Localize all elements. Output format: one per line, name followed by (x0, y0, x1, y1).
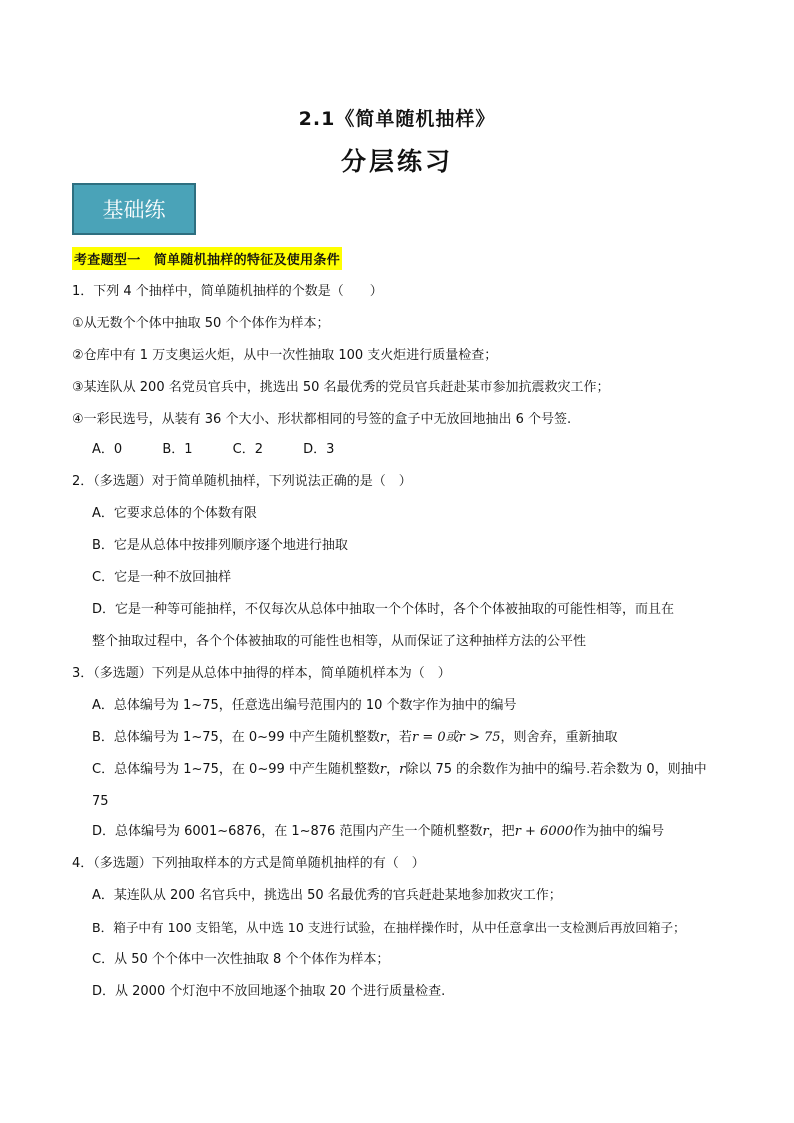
question-2-option-c: C．它是一种不放回抽样 (92, 570, 232, 585)
question-3-stem: 3．（多选题）下列是从总体中抽得的样本，简单随机样本为（ ） (72, 666, 451, 681)
section-heading: 考查题型一 简单随机抽样的特征及使用条件 (72, 247, 342, 270)
document-title: 2.1《简单随机抽样》 (298, 108, 496, 130)
option-c: C．2 (232, 442, 264, 457)
question-2-option-a: A．它要求总体的个体数有限 (92, 506, 257, 521)
question-3-option-c-continued: 75 (92, 794, 109, 809)
question-4-option-d: D．从 2000 个灯泡中不放回地逐个抽取 20 个进行质量检查. (92, 984, 446, 999)
question-4-option-c: C．从 50 个个体中一次性抽取 8 个个体作为样本； (92, 952, 390, 967)
question-1-item: ②仓库中有 1 万支奥运火炬，从中一次性抽取 100 支火炬进行质量检查； (72, 348, 498, 363)
option-a: A．0 (92, 442, 123, 457)
option-b: B．1 (162, 442, 193, 457)
level-badge: 基础练 (72, 183, 196, 235)
question-1-item: ①从无数个个体中抽取 50 个个体作为样本； (72, 316, 330, 331)
question-4-option-b: B．箱子中有 100 支铅笔，从中选 10 支进行试验，在抽样操作时，从中任意拿出一支检测后再放回箱子； (92, 920, 686, 935)
question-2-option-b: B．它是从总体中按排列顺序逐个地进行抽取 (92, 538, 348, 553)
question-4-stem: 4．（多选题）下列抽取样本的方式是简单随机抽样的有（ ） (72, 856, 425, 871)
question-4-option-a: A．某连队从 200 名官兵中，挑选出 50 名最优秀的官兵赶赴某地参加救灾工作； (92, 888, 562, 903)
question-2-stem: 2．（多选题）对于简单随机抽样，下列说法正确的是（ ） (72, 474, 412, 489)
question-1-stem: 1．下列 4 个抽样中，简单随机抽样的个数是（ ） (72, 284, 383, 299)
question-2-option-d: D．它是一种等可能抽样，不仅每次从总体中抽取一个个体时，各个个体被抽取的可能性相等，而且在 (92, 602, 675, 617)
question-3-option-a: A．总体编号为 1~75，任意选出编号范围内的 10 个数字作为抽中的编号 (92, 698, 517, 713)
option-d: D．3 (303, 442, 335, 457)
question-1-options (92, 441, 370, 459)
question-3-option-c: C．总体编号为 1~75，在 0~99 中产生随机整数r，r除以 75 的余数作为抽中的编号.若余数为 0，则抽中 (92, 762, 707, 777)
question-3-option-b: B．总体编号为 1~75，在 0~99 中产生随机整数r，若r = 0或r > 75，则舍弃，重新抽取 (92, 730, 618, 745)
question-1-item: ③某连队从 200 名党员官兵中，挑选出 50 名最优秀的党员官兵赶赴某市参加抗震救灾工作； (72, 380, 610, 395)
document-subtitle: 分层练习 (340, 147, 453, 176)
question-1-item: ④一彩民选号，从装有 36 个大小、形状都相同的号签的盒子中无放回地抽出 6 个号签. (72, 412, 572, 427)
question-3-option-d: D．总体编号为 6001~6876，在 1~876 范围内产生一个随机整数r，把r + 6000作为抽中的编号 (92, 824, 665, 839)
question-2-option-d-continued: 整个抽取过程中，各个个体被抽取的可能性也相等，从而保证了这种抽样方法的公平性 (92, 634, 587, 649)
